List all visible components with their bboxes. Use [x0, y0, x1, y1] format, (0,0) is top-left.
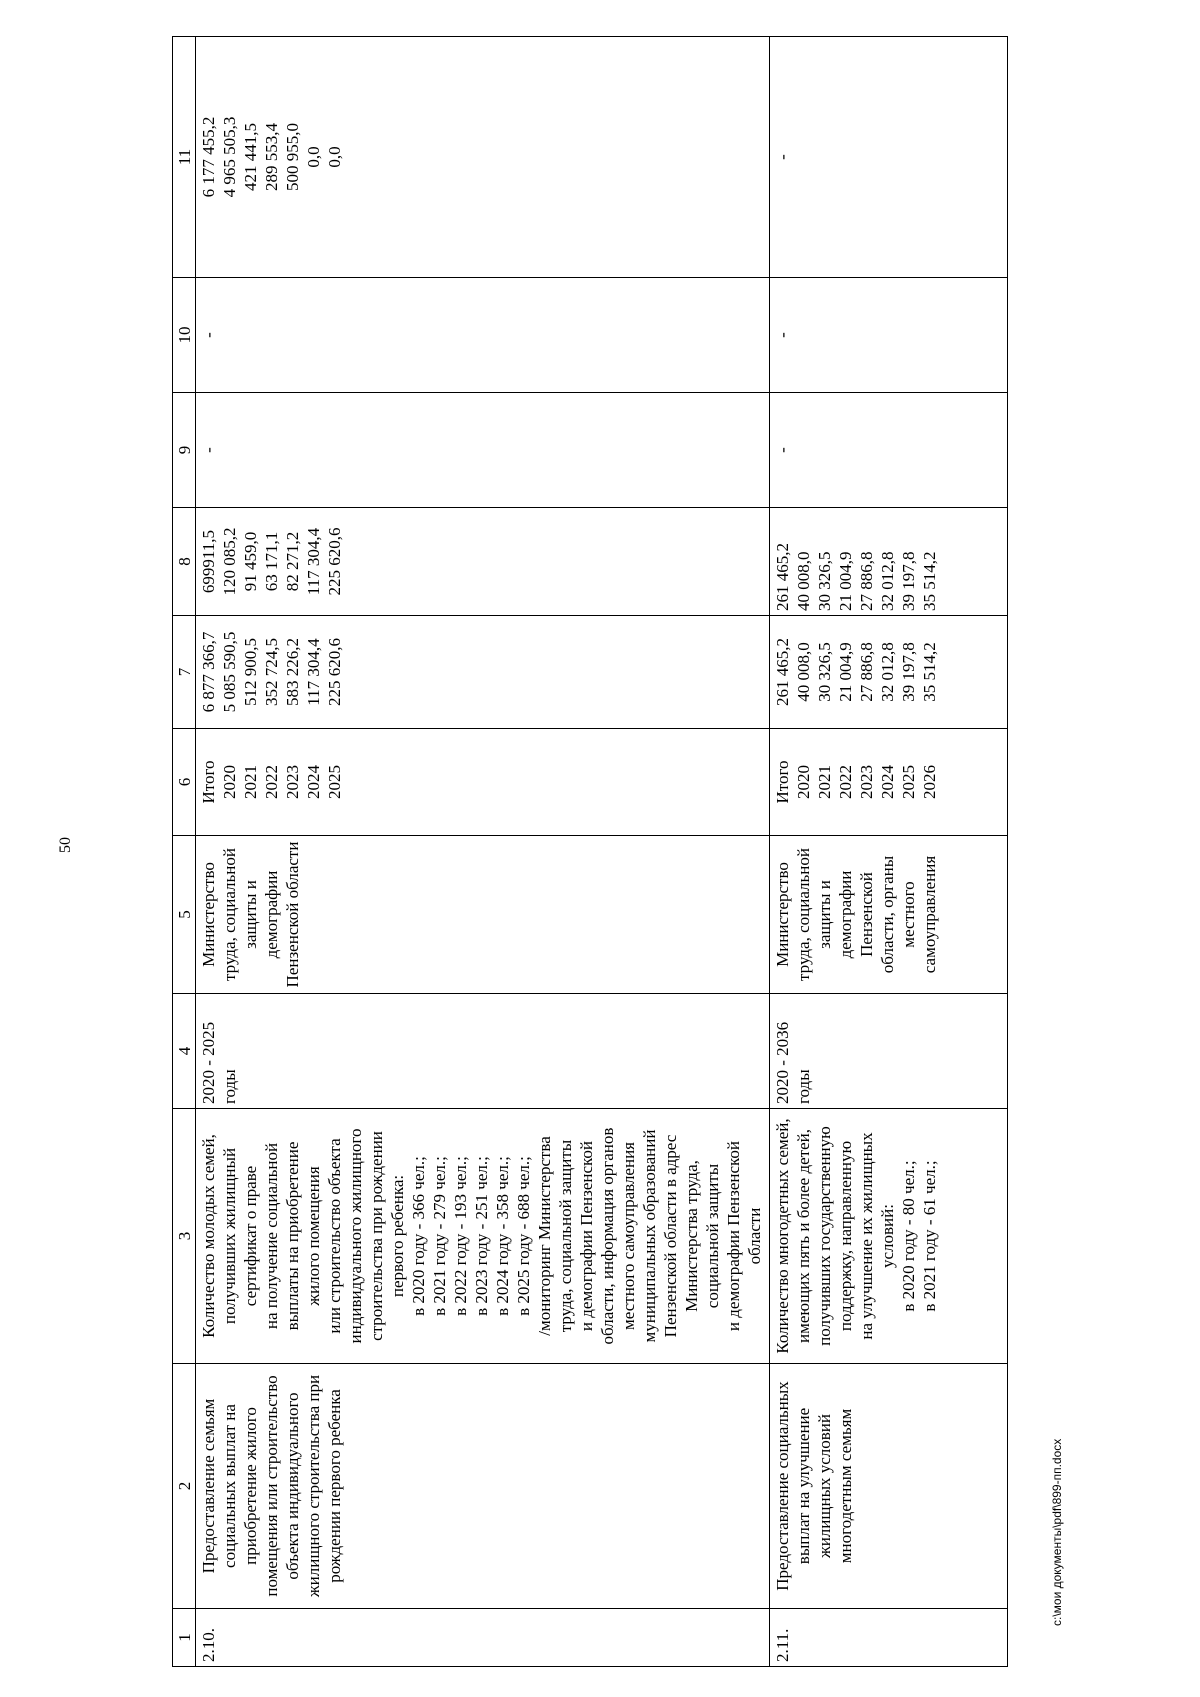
- row-number: 2.10.: [196, 1609, 770, 1667]
- years-list: [770, 729, 1008, 836]
- cell-line: 4 965 505,3: [220, 116, 239, 198]
- header-cell: 7: [173, 616, 196, 729]
- cell-line: 583 226,2: [283, 638, 302, 706]
- cell-line: получивших государственную: [815, 1126, 834, 1346]
- cell-line: 2021: [241, 765, 260, 799]
- cell-line: 352 724,5: [262, 638, 281, 706]
- cell-line: в 2022 году - 193 чел.;: [451, 1156, 470, 1316]
- funding-total: [196, 616, 770, 729]
- cell-line: 512 900,5: [241, 638, 260, 706]
- funding-col9: -: [196, 393, 770, 508]
- indicator-text: [770, 1109, 1008, 1364]
- cell-line: получивших жилищный: [220, 1147, 239, 1325]
- cell-line: Итого: [199, 760, 218, 804]
- cell-line: 699911,5: [199, 529, 218, 594]
- funding-total: [770, 616, 1008, 729]
- header-cell: 11: [173, 37, 196, 278]
- executor: Министерство труда, социальной защиты и демографии Пензенской области, органы местного самоуправления: [770, 836, 1008, 994]
- header-cell: 1: [173, 1609, 196, 1667]
- cell-line: труда, социальной защиты: [556, 1139, 575, 1333]
- cell-line: 6 877 366,7: [199, 631, 218, 713]
- header-row: [173, 37, 196, 1667]
- cell-line: 2021: [815, 765, 834, 799]
- cell-line: 40 008,0: [794, 551, 813, 611]
- years-list: [196, 729, 770, 836]
- cell-line: на улучшение их жилищных: [857, 1132, 876, 1340]
- funding-col10: -: [196, 278, 770, 393]
- cell-line: 0,0: [304, 146, 323, 168]
- cell-line: социальной защиты: [703, 1163, 722, 1309]
- rotated-table-page: [172, 37, 1008, 1667]
- cell-line: 27 886,8: [857, 642, 876, 702]
- cell-line: и демографии Пензенской: [577, 1140, 596, 1332]
- header-cell: 10: [173, 278, 196, 393]
- funding-col11: -: [770, 37, 1008, 278]
- cell-line: или строительство объекта: [325, 1138, 344, 1334]
- header-cell: 2: [173, 1364, 196, 1609]
- cell-line: в 2023 году - 251 чел.;: [472, 1156, 491, 1316]
- cell-line: 82 271,2: [283, 531, 302, 592]
- cell-line: 5 085 590,5: [220, 631, 239, 713]
- cell-line: 2020: [220, 765, 239, 799]
- header-cell: 9: [173, 393, 196, 508]
- measure-name: Предоставление семьям социальных выплат на приобретение жилого помещения или строительство объекта индивидуального жилищного строительства при рождении первого ребенка: [196, 1364, 770, 1609]
- cell-line: Количество молодых семей,: [199, 1134, 218, 1338]
- cell-line: 2024: [878, 765, 897, 799]
- cell-line: 120 085,2: [220, 527, 239, 596]
- page-number: 50: [57, 837, 74, 853]
- cell-line: 225 620,6: [325, 638, 344, 706]
- cell-line: 2026: [920, 765, 939, 799]
- cell-line: 500 955,0: [283, 123, 302, 191]
- cell-line: на получение социальной: [262, 1142, 281, 1330]
- cell-line: 2025: [899, 765, 918, 799]
- cell-line: в 2021 году - 279 чел.;: [430, 1156, 449, 1316]
- cell-line: Пензенской области в адрес: [661, 1134, 680, 1338]
- cell-line: в 2020 году - 366 чел.;: [409, 1156, 428, 1316]
- table-row: [196, 37, 770, 1667]
- cell-line: 27 886,8: [857, 551, 876, 611]
- funding-regional: [196, 508, 770, 616]
- cell-line: 0,0: [325, 146, 344, 168]
- cell-line: 21 004,9: [836, 642, 855, 702]
- cell-line: области, информация органов: [598, 1127, 617, 1345]
- cell-line: 2023: [283, 765, 302, 799]
- funding-federal: [196, 37, 770, 278]
- header-cell: 4: [173, 994, 196, 1109]
- executor: Министерство труда, социальной защиты и демографии Пензенской области: [196, 836, 770, 994]
- cell-line: 30 326,5: [815, 642, 834, 702]
- cell-line: Количество многодетных семей,: [773, 1118, 792, 1354]
- cell-line: 35 514,2: [920, 551, 939, 611]
- cell-line: индивидуального жилищного: [346, 1128, 365, 1344]
- cell-line: /мониторинг Министерства: [535, 1136, 554, 1336]
- cell-line: 2023: [857, 765, 876, 799]
- cell-line: 30 326,5: [815, 551, 834, 611]
- cell-line: 2022: [262, 765, 281, 799]
- table-row: [770, 37, 1008, 1667]
- cell-line: 6 177 455,2: [199, 116, 218, 198]
- cell-line: 21 004,9: [836, 551, 855, 611]
- header-cell: 3: [173, 1109, 196, 1364]
- cell-line: жилого помещения: [304, 1166, 323, 1306]
- program-table: [172, 36, 1008, 1667]
- cell-line: муниципальных образований: [640, 1129, 659, 1343]
- funding-col10: -: [770, 278, 1008, 393]
- cell-line: 2022: [836, 765, 855, 799]
- cell-line: выплаты на приобретение: [283, 1141, 302, 1331]
- indicator-text: [196, 1109, 770, 1364]
- measure-name: Предоставление социальных выплат на улучшение жилищных условий многодетным семьям: [770, 1364, 1008, 1609]
- cell-line: области: [745, 1207, 764, 1265]
- cell-line: условий:: [878, 1204, 897, 1268]
- cell-line: 289 553,4: [262, 123, 281, 191]
- header-cell: 6: [173, 729, 196, 836]
- cell-line: первого ребенка:: [388, 1174, 407, 1298]
- cell-line: 225 620,6: [325, 527, 344, 596]
- cell-line: 91 459,0: [241, 531, 260, 592]
- cell-line: строительства при рождении: [367, 1131, 386, 1341]
- cell-line: 32 012,8: [878, 551, 897, 611]
- cell-line: в 2021 году - 61 чел.;: [920, 1160, 939, 1312]
- cell-line: в 2025 году - 688 чел.;: [514, 1156, 533, 1316]
- period: 2020 - 2036 годы: [770, 994, 1008, 1109]
- cell-line: 63 171,1: [262, 531, 281, 592]
- cell-line: 2020: [794, 765, 813, 799]
- cell-line: 261 465,2: [773, 543, 792, 611]
- cell-line: в 2024 году - 358 чел.;: [493, 1156, 512, 1316]
- header-cell: 8: [173, 508, 196, 616]
- cell-line: Итого: [773, 760, 792, 804]
- footer-file-path: c:\мои документы\pdf\899-пп.docx: [1050, 1438, 1064, 1626]
- cell-line: 35 514,2: [920, 642, 939, 702]
- funding-col9: -: [770, 393, 1008, 508]
- cell-line: 40 008,0: [794, 642, 813, 702]
- cell-line: 261 465,2: [773, 638, 792, 706]
- cell-line: 39 197,8: [899, 551, 918, 611]
- cell-line: сертификат о праве: [241, 1165, 260, 1307]
- period: 2020 - 2025 годы: [196, 994, 770, 1109]
- cell-line: поддержку, направленную: [836, 1140, 855, 1332]
- cell-line: 421 441,5: [241, 123, 260, 191]
- cell-line: 32 012,8: [878, 642, 897, 702]
- cell-line: местного самоуправления: [619, 1142, 638, 1330]
- cell-line: 117 304,4: [304, 638, 323, 706]
- header-cell: 5: [173, 836, 196, 994]
- row-number: 2.11.: [770, 1609, 1008, 1667]
- cell-line: 39 197,8: [899, 642, 918, 702]
- cell-line: Министерства труда,: [682, 1160, 701, 1312]
- cell-line: 2025: [325, 765, 344, 799]
- cell-line: 117 304,4: [304, 527, 323, 596]
- cell-line: имеющих пять и более детей,: [794, 1129, 813, 1344]
- cell-line: и демографии Пензенской: [724, 1140, 743, 1332]
- funding-regional: [770, 508, 1008, 616]
- cell-line: 2024: [304, 765, 323, 799]
- cell-line: в 2020 году - 80 чел.;: [899, 1160, 918, 1312]
